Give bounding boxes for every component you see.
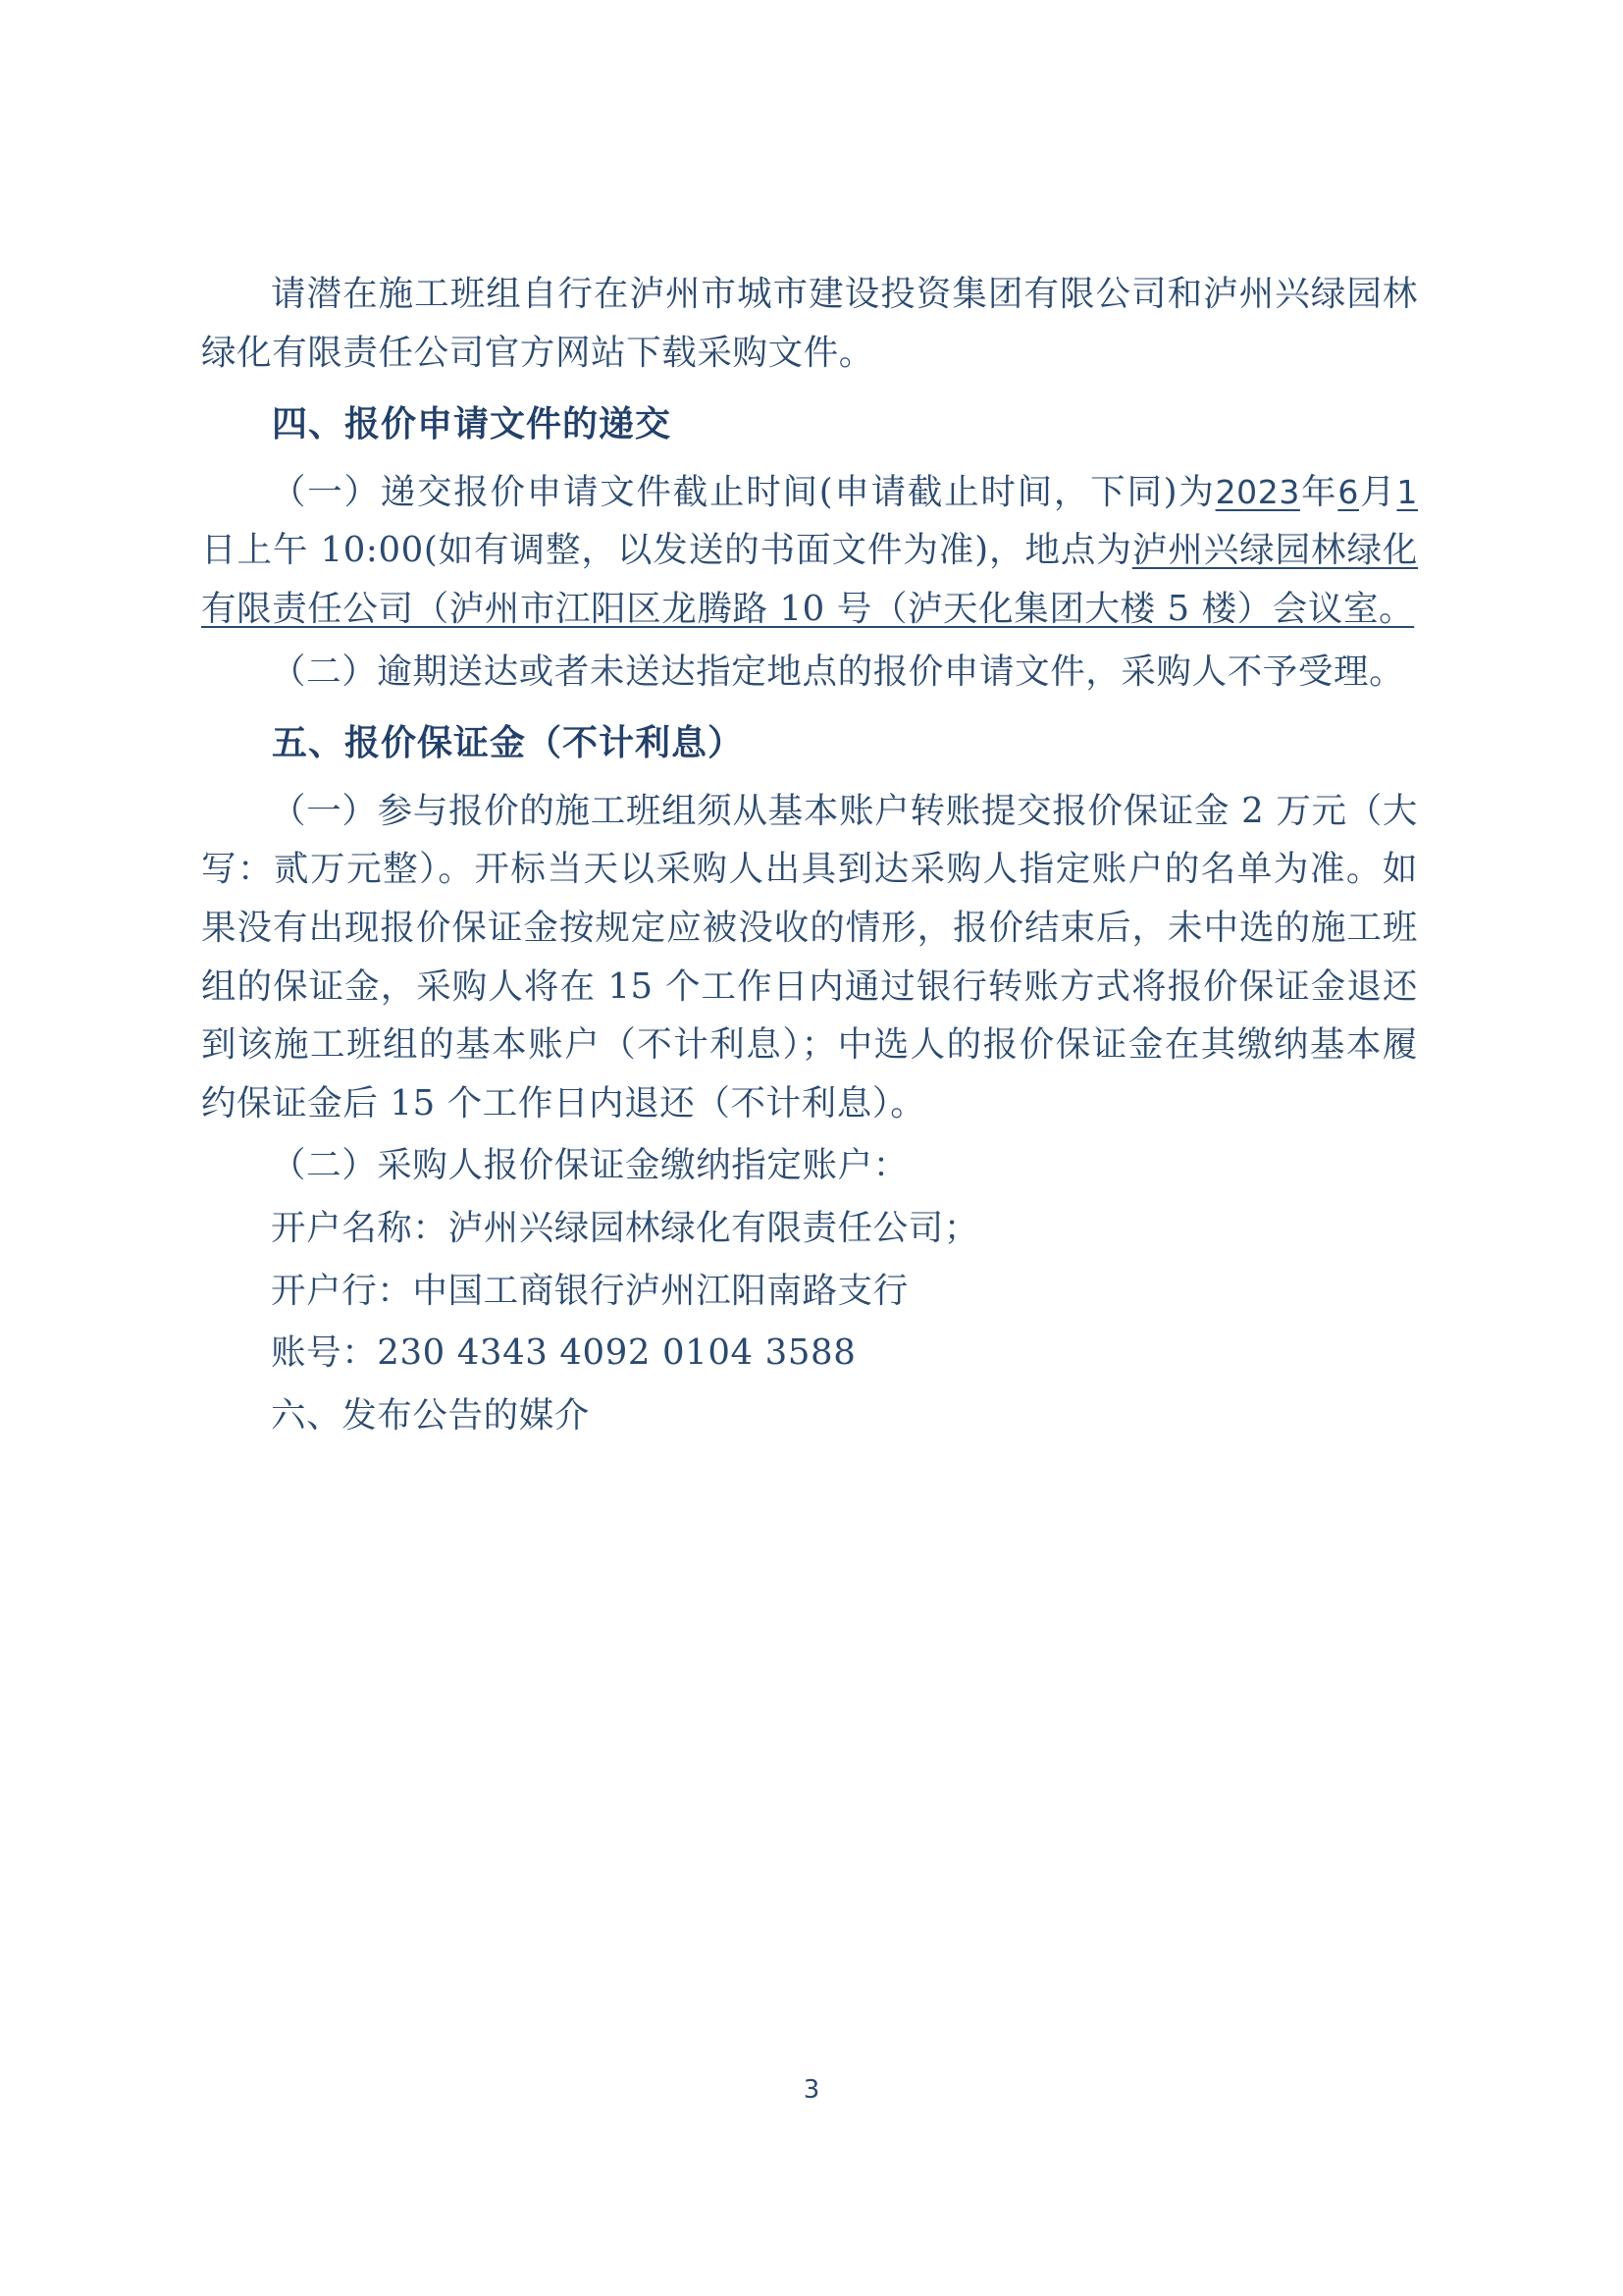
paragraph-deposit-rules: （一）参与报价的施工班组须从基本账户转账提交报价保证金 2 万元（大写：贰万元整）。开标当天以采购人出具到达采购人指定账户的名单为准。如果没有出现报价保证金按规定应被没收的情形，报价结束后，未中选的施工班组的保证金，采购人将在 15 个工作日内通过银行转账方式将报价保证金退还到该施工班组的基本账户（不计利息）；中选人的报价保证金在其缴纳基本履约保证金后 15 个工作日内退还（不计利息）。 [201,790,1418,1123]
seg-year: 2023 [1215,472,1300,511]
line-section-six-heading: 六、发布公告的媒介 [271,1394,590,1435]
page-number: 3 [803,2075,820,2105]
heading-section-five: 五、报价保证金（不计利息） [272,723,745,764]
paragraph-download-notice: 请潜在施工班组自行在泸州市城市建设投资集团有限公司和泸州兴绿园林绿化有限责任公司官方网站下载采购文件。 [201,274,1418,373]
line-account-name: 开户名称：泸州兴绿园林绿化有限责任公司； [271,1208,980,1249]
seg-location: 泸州兴绿园林绿化有限责任公司（泸州市江阳区龙腾路 10 号（泸天化集团大楼 5 楼）会议室。 [201,530,1418,629]
seg-month-label: 月 [1358,471,1397,512]
document-body [201,265,1418,1449]
seg-year-label: 年 [1299,471,1338,512]
seg-plain-2: 日上午 10:00(如有调整，以发送的书面文件为准)，地点为 [201,530,1132,571]
seg-day: 1 [1396,472,1419,511]
paragraph-deposit-account-intro: （二）采购人报价保证金缴纳指定账户： [271,1145,909,1186]
seg-plain-1: （一）递交报价申请文件截止时间(申请截止时间，下同)为 [271,471,1216,512]
seg-month: 6 [1337,472,1359,511]
line-account-number: 账号：230 4343 4092 0104 3588 [271,1332,857,1374]
line-account-bank: 开户行：中国工商银行泸州江阳南路支行 [271,1270,909,1311]
heading-section-four: 四、报价申请文件的递交 [272,404,672,445]
paragraph-late-submission: （二）逾期送达或者未送达指定地点的报价申请文件，采购人不予受理。 [271,651,1405,692]
paragraph-submission-deadline [201,463,1418,639]
